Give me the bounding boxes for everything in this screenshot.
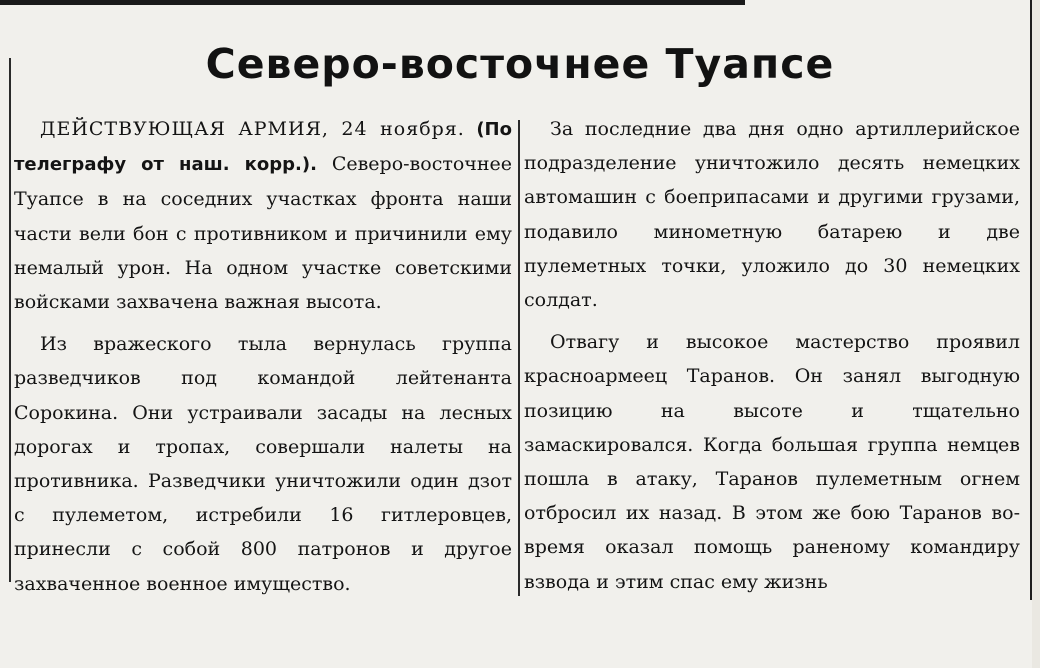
article-column-right: [524, 112, 1020, 599]
source-credit: (По телеграфу от наш. корр.).: [14, 119, 512, 176]
top-border-rule: [0, 0, 745, 5]
article-paragraph: Отвагу и высокое мастерство проявил красноармеец Таранов. Он занял выгодную позицию на высоте и тщательно замаскировался. Когда большая группа немцев пошла в атаку, Таранов пулеметным огнем отбросил их назад. В этом же бою Таранов во-время оказал помощь раненому командиру взвода и этим спас ему жизнь: [524, 331, 1020, 593]
paragraph-text: Северо-восточнее Туапсе в на соседних участках фронта наши части вели бон с противником и причинили ему немалый урон. На одном участке советскими войсками захвачена важная высота.: [14, 153, 512, 314]
article-paragraph: За последние два дня одно артиллерийское подразделение уничтожило десять немецких автомашин с боеприпасами и другими грузами, подавило минометную батарею и две пулеметных точки, уложило до 30 немецких солдат.: [524, 118, 1020, 312]
article-column-left: [14, 112, 512, 601]
article-headline: Северо-восточнее Туапсе: [205, 40, 835, 88]
article-paragraph: Из вражеского тыла вернулась группа разведчиков под командой лейтенанта Сорокина. Они устраивали засады на лесных дорогах и тропах, совершали налеты на противника. Разведчики уничтожили один дзот с пулеметом, истребили 16 гитлеровцев, принесли с собой 800 патронов и другое захваченное военное имущество.: [14, 333, 512, 595]
left-border-rule: [9, 58, 11, 582]
adjacent-column-edge: [1032, 0, 1040, 668]
column-divider-rule: [518, 120, 520, 596]
dateline: ДЕЙСТВУЮЩАЯ АРМИЯ, 24 ноября.: [40, 118, 465, 140]
article-paragraph: [14, 112, 512, 319]
